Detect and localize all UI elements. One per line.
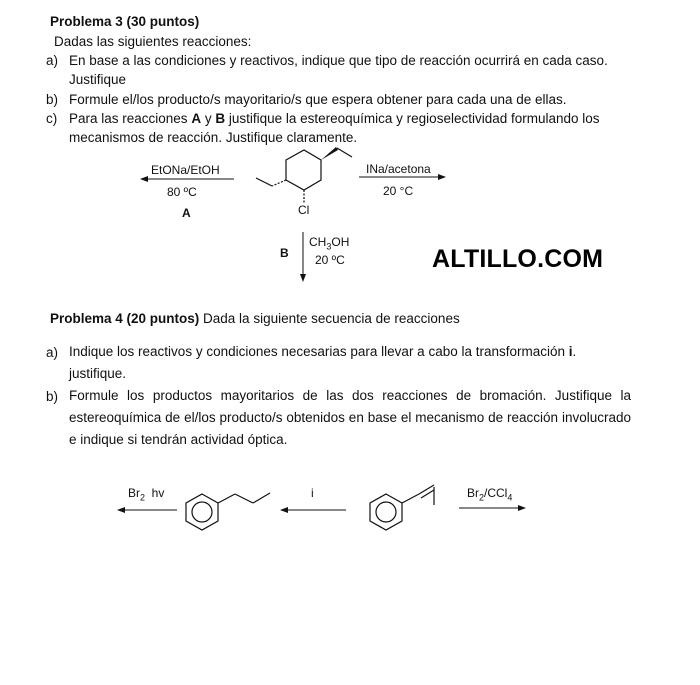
problem4-item-b: Formule los productos mayoritarios de las dos reacciones de bromación. Justifique la estereoquímica de el/los producto/s obtenidos en base el mecanismo de reacción involucrado e indique si tendrán actividad óptica. bbox=[69, 388, 631, 447]
arrow-a-label: A bbox=[182, 206, 191, 220]
arrow-a-temperature: 80 ºC bbox=[167, 185, 197, 199]
right-arrow-reagent: $Br_2/CCl_4$ bbox=[467, 486, 513, 503]
cyclohexane-molecule bbox=[256, 147, 352, 204]
arrow-a-reagent: EtONa/EtOH bbox=[151, 163, 220, 177]
problem3-item-a-line2: Justifique bbox=[69, 72, 127, 87]
arrow-b-reagent: $CH_3OH$ bbox=[309, 235, 350, 252]
problem3-item-b: Formule el/los producto/s mayoritario/s que espera obtener para cada una de ellas. bbox=[69, 92, 567, 107]
problem3-item-c-line2: mecanismos de reacción. Justifique claramente. bbox=[69, 130, 358, 145]
item-marker: a) bbox=[46, 53, 59, 68]
arrow-b-label: B bbox=[280, 246, 289, 260]
arrow-b-temperature: 20 ºC bbox=[315, 253, 345, 267]
problem3-title: Problema 3 (30 puntos) bbox=[50, 14, 200, 29]
item-marker: c) bbox=[46, 111, 58, 126]
mid-arrow-reagent: i bbox=[311, 486, 314, 500]
propylbenzene-molecule bbox=[186, 493, 270, 530]
item-marker: a) bbox=[46, 345, 59, 360]
problem3-item-a-line1: En base a las condiciones y reactivos, indique que tipo de reacción ocurrirá en cada caso. bbox=[69, 53, 608, 68]
left-arrow-reagent: $Br_2$ hv bbox=[128, 486, 165, 503]
problem3-intro: Dadas las siguientes reacciones: bbox=[54, 34, 252, 49]
item-marker: b) bbox=[46, 92, 59, 107]
arrow-right-temperature: 20 °C bbox=[383, 184, 414, 198]
problem3-item-c-line1: Para las reacciones A y B justifique la estereoquímica y regioselectividad formulando los bbox=[69, 111, 600, 126]
chlorine-label: Cl bbox=[298, 203, 310, 217]
arrow-right-reagent: INa/acetona bbox=[366, 162, 431, 176]
watermark: ALTILLO.COM bbox=[432, 245, 604, 273]
problem4-item-a: Indique los reactivos y condiciones necesarias para llevar a cabo la transformación i. justifique. bbox=[69, 344, 577, 381]
problem4-title: Problema 4 (20 puntos) Dada la siguiente secuencia de reacciones bbox=[50, 311, 460, 326]
item-marker: b) bbox=[46, 389, 59, 404]
propenylbenzene-molecule bbox=[370, 485, 434, 530]
